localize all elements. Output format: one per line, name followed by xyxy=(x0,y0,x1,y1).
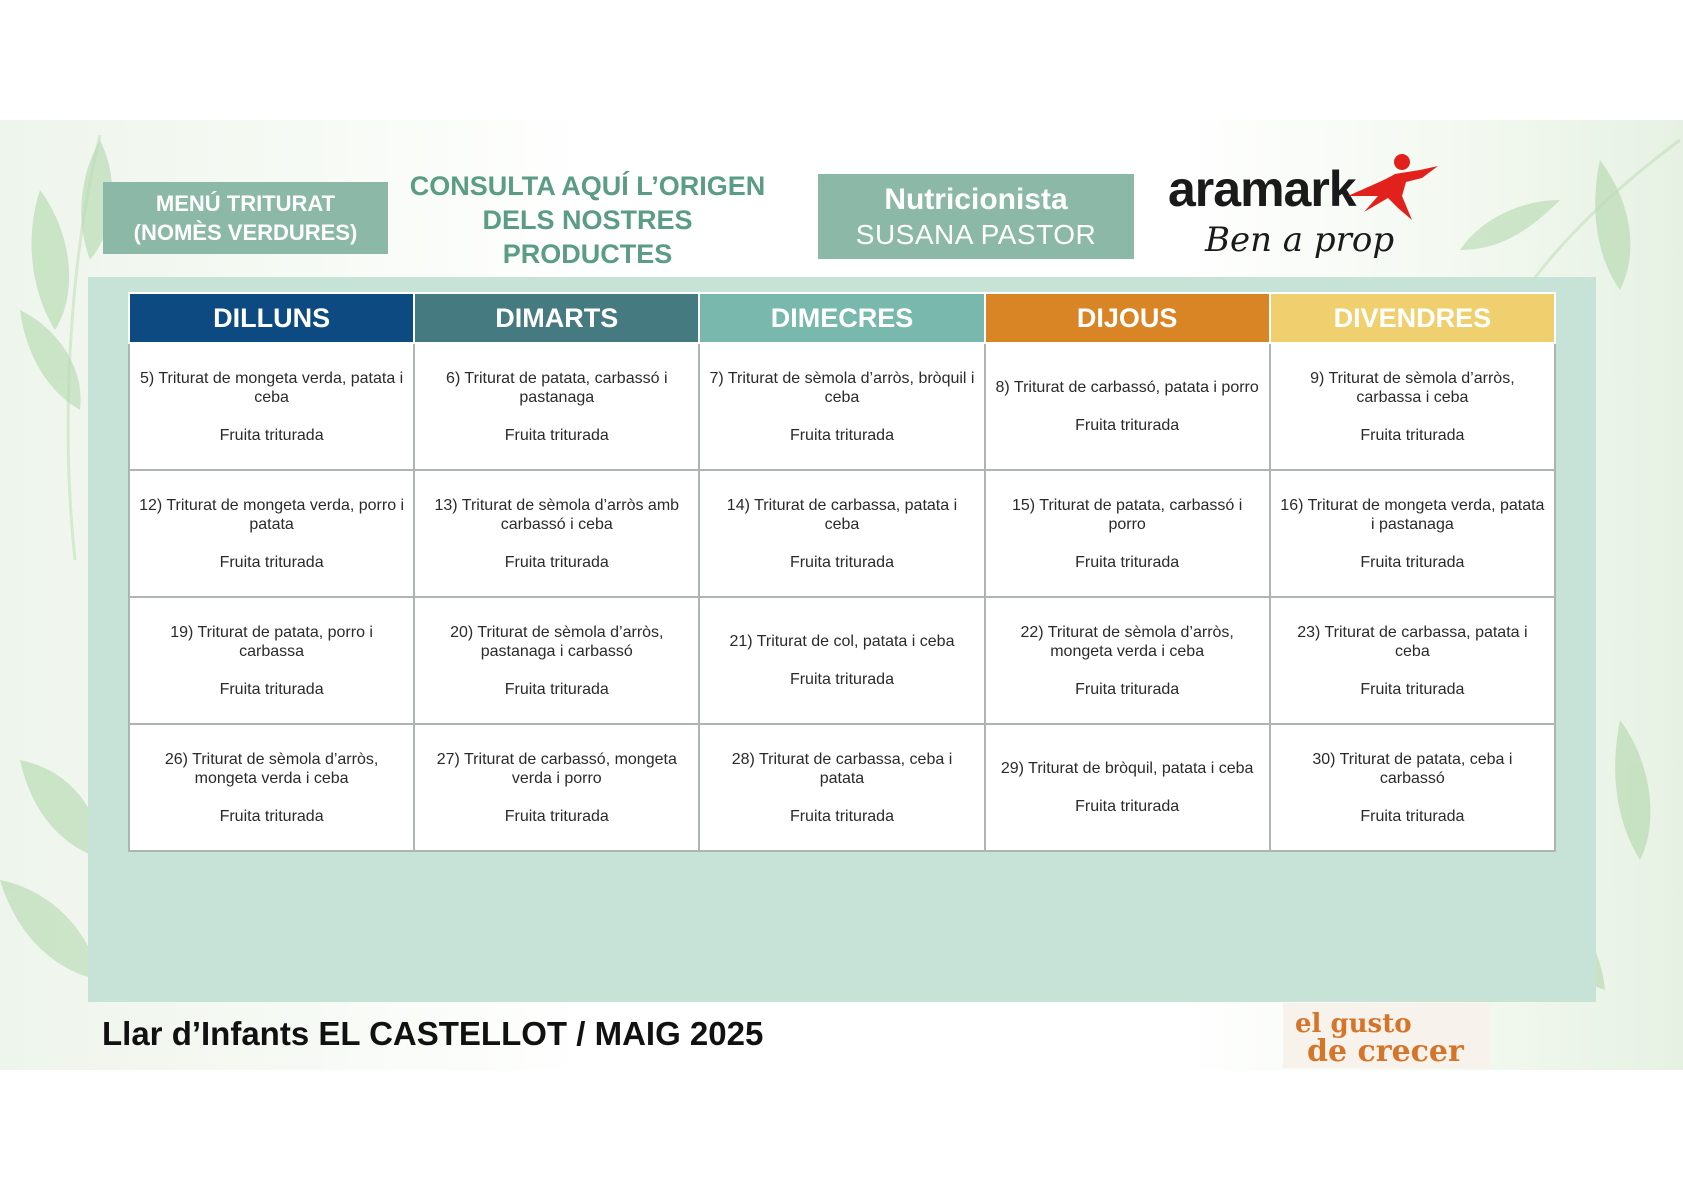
nutritionist-box xyxy=(818,174,1134,259)
menu-cell xyxy=(1270,343,1555,470)
dish-text: 30) Triturat de patata, ceba i carbassó xyxy=(1312,750,1513,787)
fruit-text: Fruita triturada xyxy=(1360,680,1465,698)
menu-cell xyxy=(985,470,1270,597)
menu-cell xyxy=(414,724,699,851)
fruit-text: Fruita triturada xyxy=(1360,426,1465,444)
dish-text: 6) Triturat de patata, carbassó i pastanaga xyxy=(446,369,668,406)
dish-text: 19) Triturat de patata, porro i carbassa xyxy=(170,623,373,660)
fruit-text: Fruita triturada xyxy=(219,426,324,444)
menu-cell xyxy=(129,724,414,851)
fruit-text: Fruita triturada xyxy=(1075,417,1180,434)
gusto-line2: de crecer xyxy=(1307,1034,1464,1069)
fruit-text: Fruita triturada xyxy=(789,426,894,444)
menu-cell xyxy=(1270,470,1555,597)
dish-text: 8) Triturat de carbassó, patata i porro xyxy=(995,379,1259,396)
table-row xyxy=(129,470,1555,597)
table-row xyxy=(129,597,1555,724)
nutritionist-name: SUSANA PASTOR xyxy=(855,218,1097,250)
fruit-text: Fruita triturada xyxy=(789,553,894,571)
menu-cell xyxy=(129,343,414,470)
fruit-text: Fruita triturada xyxy=(1075,798,1180,815)
table-row xyxy=(129,724,1555,851)
fruit-text: Fruita triturada xyxy=(219,553,324,571)
dish-text: 20) Triturat de sèmola d’arròs, pastanaga i carbassó xyxy=(450,623,664,660)
fruit-text: Fruita triturada xyxy=(504,680,609,698)
dish-text: 21) Triturat de col, patata i ceba xyxy=(729,633,955,650)
weekday-header-row xyxy=(129,293,1555,343)
menu-type-line1: MENÚ TRITURAT xyxy=(155,191,336,216)
dish-text: 14) Triturat de carbassa, patata i ceba xyxy=(726,496,958,533)
menu-type-line2: (NOMÈS VERDURES) xyxy=(133,220,358,245)
dish-text: 22) Triturat de sèmola d’arròs, mongeta verda i ceba xyxy=(1020,623,1234,660)
menu-cell xyxy=(985,597,1270,724)
menu-cell xyxy=(699,470,984,597)
fruit-text: Fruita triturada xyxy=(1360,807,1465,825)
product-origin-link[interactable] xyxy=(395,171,780,269)
dish-text: 28) Triturat de carbassa, ceba i patata xyxy=(731,750,953,787)
menu-cell xyxy=(985,724,1270,851)
fruit-text: Fruita triturada xyxy=(504,553,609,571)
header-dimarts: DIMARTS xyxy=(414,293,699,343)
menu-cell xyxy=(985,343,1270,470)
dish-text: 27) Triturat de carbassó, mongeta verda i porro xyxy=(436,750,677,787)
fruit-text: Fruita triturada xyxy=(219,807,324,825)
weekly-menu-table xyxy=(128,292,1556,852)
menu-cell xyxy=(699,724,984,851)
dish-text: 26) Triturat de sèmola d’arròs, mongeta verda i ceba xyxy=(164,750,379,787)
fruit-text: Fruita triturada xyxy=(789,671,894,688)
aramark-logo xyxy=(1160,150,1440,275)
fruit-text: Fruita triturada xyxy=(1075,680,1180,698)
gusto-line1: el gusto xyxy=(1295,1009,1412,1039)
menu-type-badge xyxy=(103,182,388,254)
aramark-star-figure-icon xyxy=(1340,150,1440,225)
menu-cell xyxy=(414,470,699,597)
menu-cell xyxy=(699,343,984,470)
fruit-text: Fruita triturada xyxy=(1360,553,1465,571)
aramark-wordmark: aramark xyxy=(1168,161,1356,217)
fruit-text: Fruita triturada xyxy=(1075,553,1180,571)
fruit-text: Fruita triturada xyxy=(504,426,609,444)
header-divendres: DIVENDRES xyxy=(1270,293,1555,343)
menu-cell xyxy=(1270,597,1555,724)
menu-cell xyxy=(1270,724,1555,851)
dish-text: 29) Triturat de bròquil, patata i ceba xyxy=(1000,760,1254,777)
nutritionist-title: Nutricionista xyxy=(884,182,1068,216)
product-origin-line1: CONSULTA AQUÍ L’ORIGEN xyxy=(409,171,766,201)
menu-cell xyxy=(414,597,699,724)
dish-text: 9) Triturat de sèmola d’arròs, carbassa i ceba xyxy=(1310,369,1515,406)
fruit-text: Fruita triturada xyxy=(504,807,609,825)
dish-text: 15) Triturat de patata, carbassó i porro xyxy=(1011,496,1243,533)
product-origin-line2: DELS NOSTRES PRODUCTES xyxy=(482,205,693,269)
menu-cell xyxy=(129,597,414,724)
dish-text: 12) Triturat de mongeta verda, porro i patata xyxy=(139,496,405,533)
dish-text: 5) Triturat de mongeta verda, patata i ceba xyxy=(139,369,404,406)
dish-text: 16) Triturat de mongeta verda, patata i pastanaga xyxy=(1280,496,1545,533)
header-dijous: DIJOUS xyxy=(985,293,1270,343)
dish-text: 7) Triturat de sèmola d’arròs, bròquil i ceba xyxy=(709,369,975,406)
aramark-tagline: Ben a prop xyxy=(1205,220,1395,260)
dish-text: 23) Triturat de carbassa, patata i ceba xyxy=(1297,623,1528,660)
menu-cell xyxy=(129,470,414,597)
header-dimecres: DIMECRES xyxy=(699,293,984,343)
fruit-text: Fruita triturada xyxy=(219,680,324,698)
dish-text: 13) Triturat de sèmola d’arròs amb carbassó i ceba xyxy=(434,496,680,533)
header-dilluns: DILLUNS xyxy=(129,293,414,343)
el-gusto-de-crecer-logo xyxy=(1283,1003,1489,1068)
footer-title: Llar d’Infants EL CASTELLOT / MAIG 2025 xyxy=(102,1015,764,1052)
menu-cell xyxy=(699,597,984,724)
fruit-text: Fruita triturada xyxy=(789,807,894,825)
table-row xyxy=(129,343,1555,470)
menu-cell xyxy=(414,343,699,470)
